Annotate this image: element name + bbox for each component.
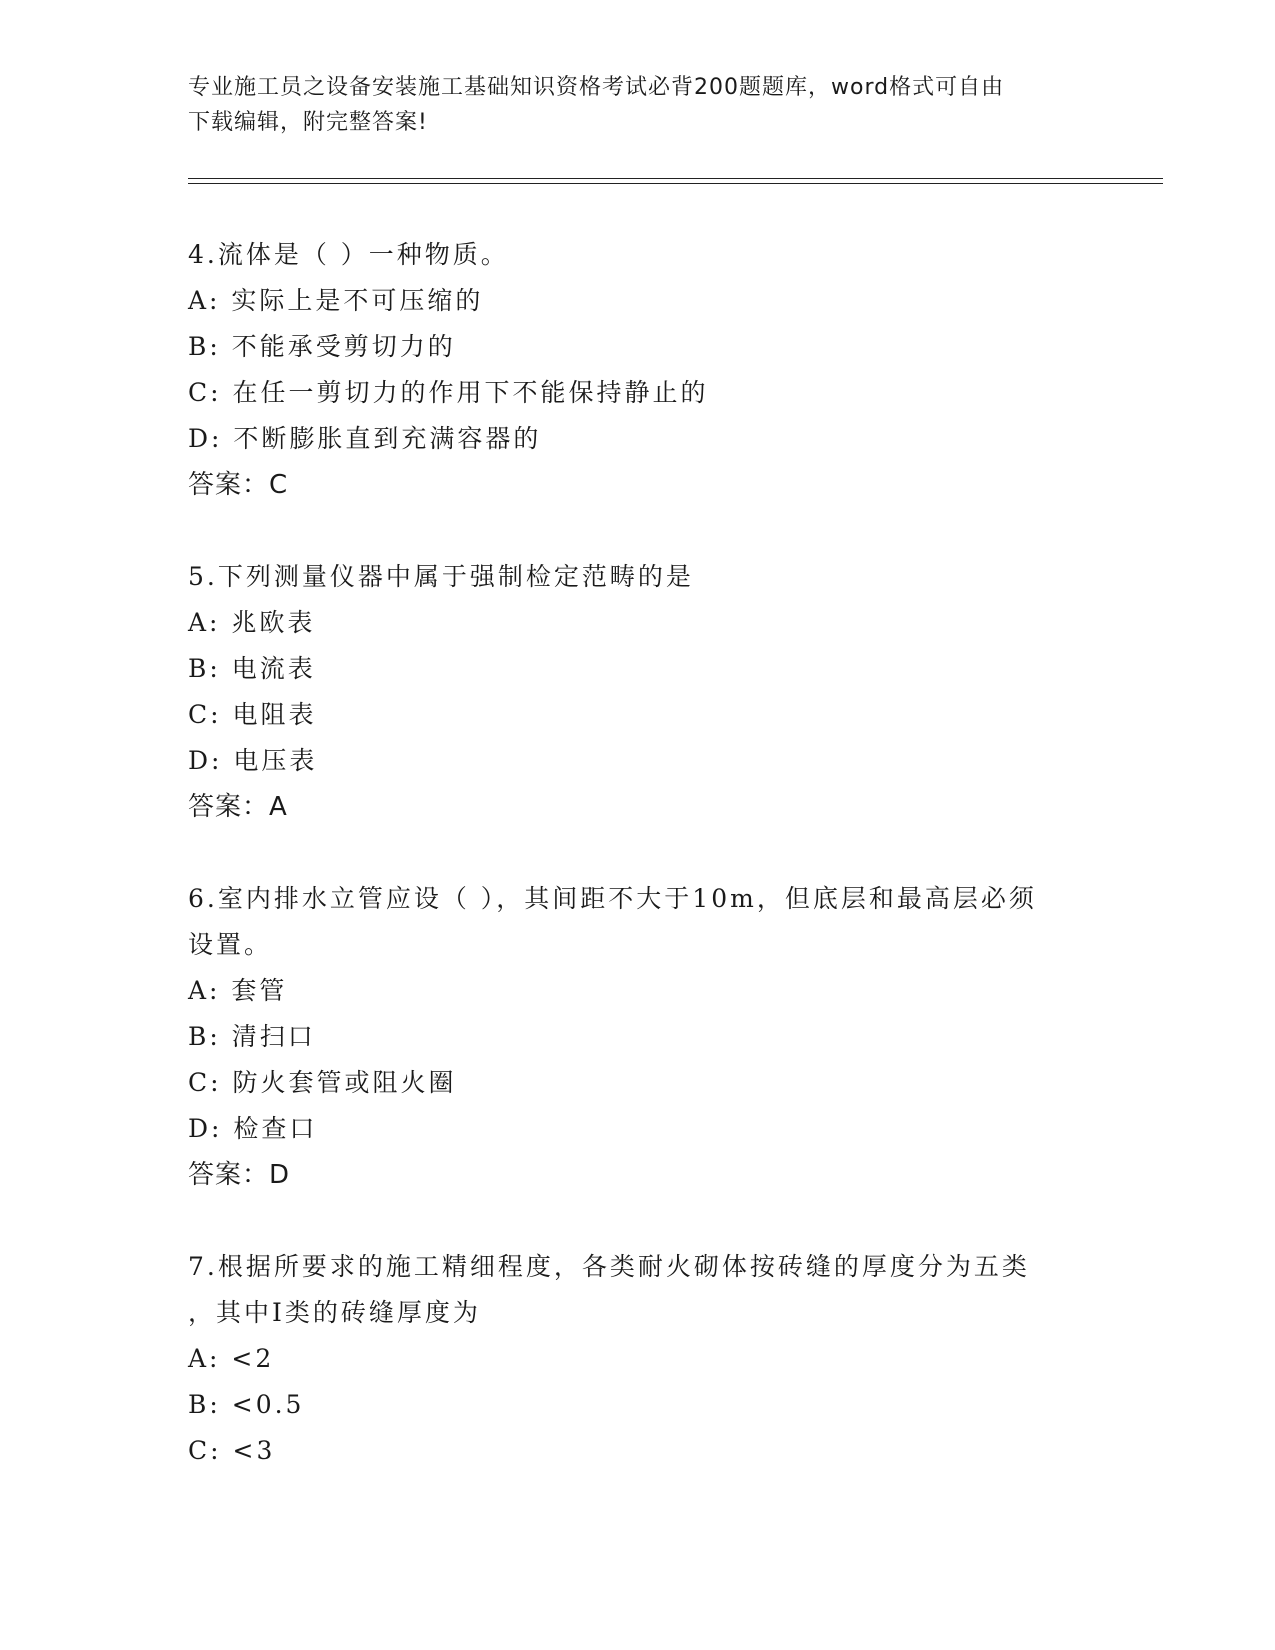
question-stem-line-1: 6.室内排水立管应设（ ），其间距不大于10m，但底层和最高层必须 — [188, 884, 1037, 913]
question-4 — [188, 232, 1088, 508]
question-stem-line-2: ，其中Ⅰ类的砖缝厚度为 — [188, 1298, 481, 1327]
option-b: B: 清扫口 — [188, 1022, 316, 1051]
question-stem: 5.下列测量仪器中属于强制检定范畴的是 — [188, 562, 694, 591]
answer-label: 答案：A — [188, 792, 288, 822]
option-a: A: 兆欧表 — [188, 608, 316, 637]
question-stem: 4.流体是（ ）一种物质。 — [188, 240, 509, 269]
header-divider-top — [188, 178, 1163, 179]
option-c: C: 防火套管或阻火圈 — [188, 1068, 457, 1097]
header-line-1: 专业施工员之设备安装施工基础知识资格考试必背200题题库，word格式可自由 — [188, 75, 1005, 100]
option-a: A: 套管 — [188, 976, 288, 1005]
question-stem-line-1: 7.根据所要求的施工精细程度，各类耐火砌体按砖缝的厚度分为五类 — [188, 1252, 1030, 1281]
question-list — [188, 232, 1088, 1520]
document-header — [188, 70, 1088, 140]
option-a: A: 实际上是不可压缩的 — [188, 286, 484, 315]
question-5 — [188, 554, 1088, 830]
option-d: D: 检查口 — [188, 1114, 318, 1143]
question-6 — [188, 876, 1088, 1198]
option-d: D: 不断膨胀直到充满容器的 — [188, 424, 542, 453]
option-b: B: 不能承受剪切力的 — [188, 332, 456, 361]
option-b: B: <0.5 — [188, 1390, 305, 1419]
answer-label: 答案：C — [188, 470, 289, 500]
option-c: C: 在任一剪切力的作用下不能保持静止的 — [188, 378, 709, 407]
answer-label: 答案：D — [188, 1160, 291, 1190]
header-divider-bottom — [188, 183, 1163, 184]
question-stem-line-2: 设置。 — [188, 930, 273, 959]
option-d: D: 电压表 — [188, 746, 318, 775]
header-line-2: 下载编辑，附完整答案! — [188, 110, 428, 135]
option-c: C: <3 — [188, 1436, 276, 1465]
question-7 — [188, 1244, 1088, 1474]
option-b: B: 电流表 — [188, 654, 316, 683]
option-c: C: 电阻表 — [188, 700, 317, 729]
option-a: A: <2 — [188, 1344, 275, 1373]
